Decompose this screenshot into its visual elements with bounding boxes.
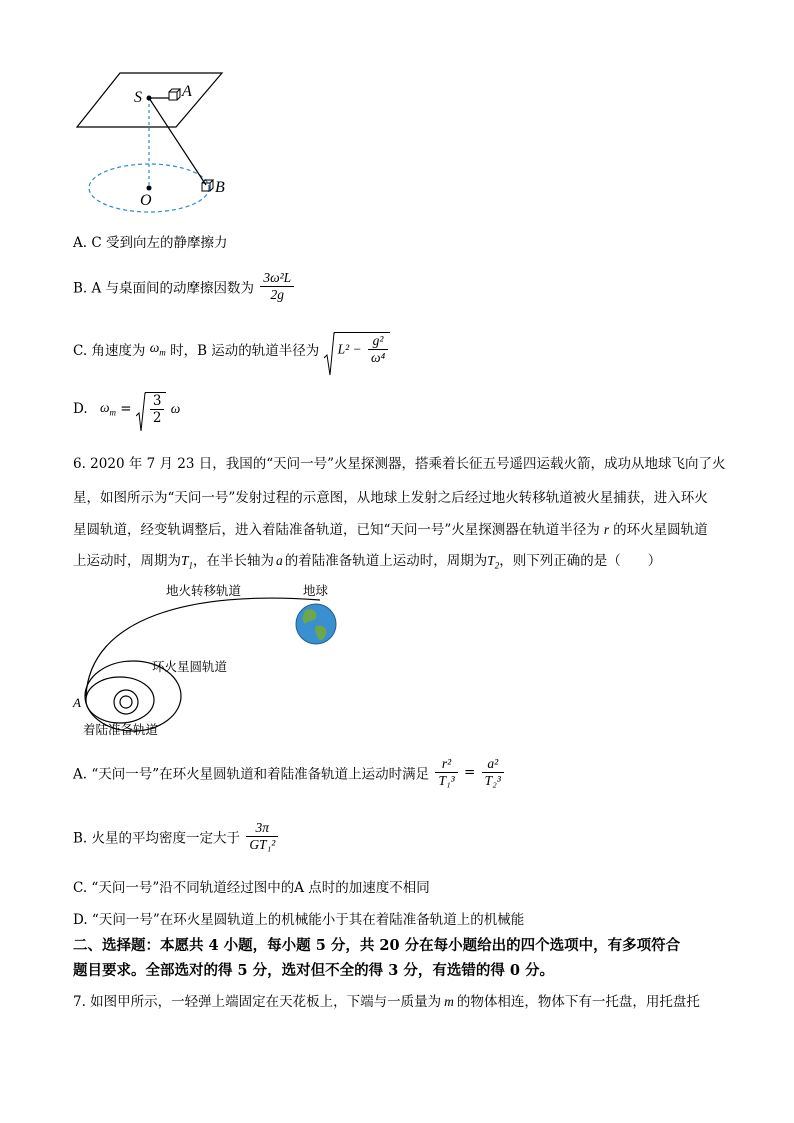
q5-option-b-fraction [260,270,294,303]
label-A: A [182,83,192,100]
label-O: O [140,192,152,209]
label-landing-orbit: 着陆准备轨道 [83,722,159,737]
q5-option-c-mid: 时，B 运动的轨道半径为 [170,343,320,359]
q6-option-d: D. “天问一号”在环火星圆轨道上的机械能小于其在着陆准备轨道上的机械能 [73,912,525,928]
section2-heading-line1: 二、选择题：本愿共 4 小题，每小题 5 分，共 20 分在每小题给出的四个选项中，有多项符合 [73,937,681,954]
fraction-denominator: 2g [270,287,285,302]
q5-option-b [73,270,296,303]
q5-option-b-text: B. A 与桌面间的动摩擦因数为 [73,280,255,297]
mars-outer [114,690,138,714]
figure-rotation-diagram [70,65,240,220]
transfer-orbit [86,598,320,696]
q6-option-c: C. “天问一号”沿不同轨道经过图中的A 点时的加速度不相同 [73,880,430,896]
label-circular-orbit: 环火星圆轨道 [152,659,228,674]
label-earth: 地球 [303,583,329,598]
fraction-numerator: 3ω²L [260,270,294,287]
q6-option-b: B. 火星的平均密度一定大于 $\frac{3\pi}{\text{GT₁²}}$ [73,820,280,853]
block-A [169,89,180,100]
radical-sign [136,392,146,432]
earth-globe-icon [296,604,336,644]
q6-stem-line2: 星，如图所示为“天问一号”发射过程的示意图，从地球上发射之后经过地火转移轨道被火星捕获，进入环火 [73,490,708,506]
q5-option-c [73,332,390,366]
sqrt-expression: L² − $\frac{\text{g²}}{\text{ω⁴}}$ [334,332,391,366]
point-O [147,186,152,191]
section2-heading-line2: 题目要求。全部选对的得 5 分，选对但不全的得 3 分，有选错的得 0 分。 [73,962,555,979]
sqrt-fraction: $\frac{3}{2}$ [145,392,167,426]
label-point-A: A [73,695,81,710]
string-SB [149,98,206,185]
q5-option-a: A. C 受到向左的静摩擦力 [73,235,228,251]
q6-stem-line3: 星圆轨道，经变轨调整后，进入着陆准备轨道，已知“天问一号”火星探测器在轨道半径为 r 的环火星圆轨道 [73,522,708,538]
label-B: B [215,179,225,196]
q5-option-c-text: C. 角速度为 [73,343,146,359]
radical-sign [324,332,335,376]
figure-orbit-diagram [70,578,360,743]
q7-stem-line1: 7. 如图甲所示，一轻弹上端固定在天花板上，下端与一质量为 m 的物体相连，物体下有一托盘，用托盘托 [73,994,700,1010]
q5-option-d: D. $\omega_m$ = $\frac{3}{2}$ ω [73,392,180,426]
q6-stem-line1: 6. 2020 年 7 月 23 日，我国的“天问一号”火星探测器，搭乘着长征五号遥四运载火箭，成功从地球飞向了火 [73,456,726,472]
point-S [147,96,152,101]
q6-option-a: A. “天问一号”在环火星圆轨道和着陆准备轨道上运动时满足 $\frac{\text{r²}}{\text{T₁³}}$ = $\frac{\text{a²}}{\text{T₂³}}$ [73,756,506,789]
mars-inner [120,696,132,708]
label-transfer-orbit: 地火转移轨道 [166,583,242,598]
label-S: S [134,89,142,106]
q6-stem-line4: 上运动时，周期为$T_1$，在半长轴为 a 的着陆准备轨道上运动时，周期为$T_2$，则下列正确的是（ ） [73,553,662,571]
omega-symbol: $\omega_m$ [149,340,166,358]
